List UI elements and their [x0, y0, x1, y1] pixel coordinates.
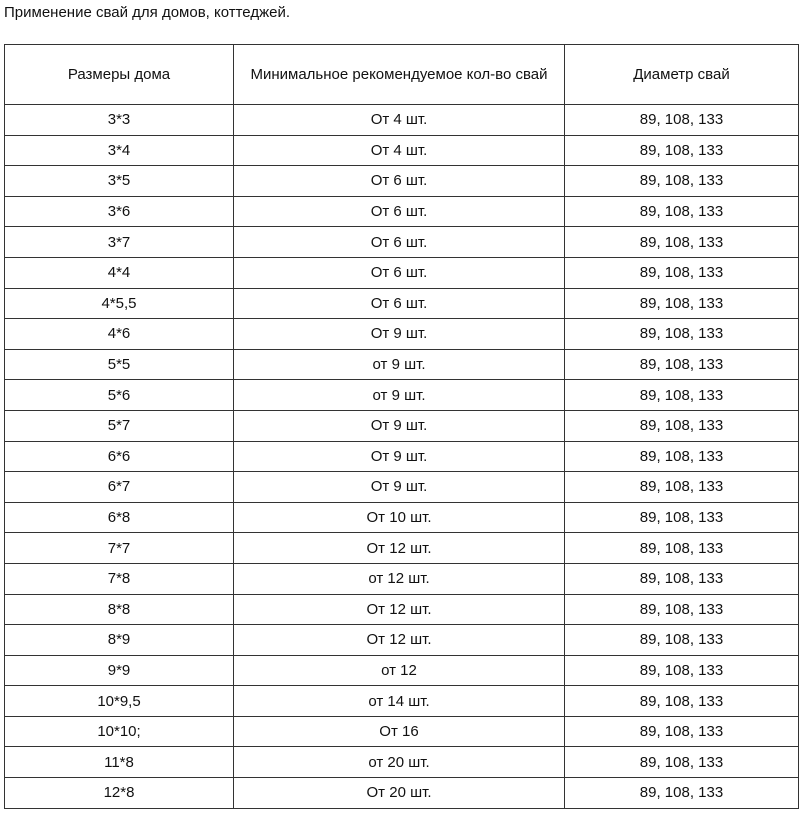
- table-row: [5, 349, 799, 380]
- cell-min-pile-count: От 6 шт.: [234, 166, 565, 197]
- cell-house-size: 4*4: [5, 257, 234, 288]
- cell-min-pile-count: От 6 шт.: [234, 227, 565, 258]
- cell-pile-diameter: 89, 108, 133: [565, 502, 799, 533]
- cell-pile-diameter: 89, 108, 133: [565, 319, 799, 350]
- table-row: [5, 533, 799, 564]
- table-row: [5, 747, 799, 778]
- cell-min-pile-count: От 9 шт.: [234, 410, 565, 441]
- cell-pile-diameter: 89, 108, 133: [565, 441, 799, 472]
- cell-house-size: 3*5: [5, 166, 234, 197]
- cell-pile-diameter: 89, 108, 133: [565, 288, 799, 319]
- cell-house-size: 4*6: [5, 319, 234, 350]
- cell-min-pile-count: От 9 шт.: [234, 319, 565, 350]
- cell-pile-diameter: 89, 108, 133: [565, 563, 799, 594]
- cell-min-pile-count: От 4 шт.: [234, 105, 565, 136]
- cell-min-pile-count: От 6 шт.: [234, 288, 565, 319]
- cell-min-pile-count: От 9 шт.: [234, 472, 565, 503]
- cell-pile-diameter: 89, 108, 133: [565, 747, 799, 778]
- table-row: [5, 227, 799, 258]
- table-row: [5, 166, 799, 197]
- table-row: [5, 257, 799, 288]
- table-row: [5, 196, 799, 227]
- cell-pile-diameter: 89, 108, 133: [565, 257, 799, 288]
- cell-house-size: 10*10;: [5, 716, 234, 747]
- cell-house-size: 3*7: [5, 227, 234, 258]
- cell-min-pile-count: От 6 шт.: [234, 257, 565, 288]
- piles-table: [4, 44, 799, 809]
- cell-house-size: 3*6: [5, 196, 234, 227]
- cell-house-size: 6*8: [5, 502, 234, 533]
- cell-pile-diameter: 89, 108, 133: [565, 655, 799, 686]
- table-row: [5, 105, 799, 136]
- cell-pile-diameter: 89, 108, 133: [565, 196, 799, 227]
- cell-house-size: 3*4: [5, 135, 234, 166]
- cell-min-pile-count: От 6 шт.: [234, 196, 565, 227]
- cell-pile-diameter: 89, 108, 133: [565, 380, 799, 411]
- cell-house-size: 5*6: [5, 380, 234, 411]
- cell-house-size: 9*9: [5, 655, 234, 686]
- cell-pile-diameter: 89, 108, 133: [565, 594, 799, 625]
- cell-min-pile-count: От 4 шт.: [234, 135, 565, 166]
- cell-house-size: 6*6: [5, 441, 234, 472]
- cell-pile-diameter: 89, 108, 133: [565, 686, 799, 717]
- table-row: [5, 472, 799, 503]
- cell-min-pile-count: От 12 шт.: [234, 625, 565, 656]
- cell-pile-diameter: 89, 108, 133: [565, 166, 799, 197]
- cell-min-pile-count: От 16: [234, 716, 565, 747]
- cell-house-size: 12*8: [5, 778, 234, 809]
- cell-house-size: 11*8: [5, 747, 234, 778]
- cell-min-pile-count: от 12: [234, 655, 565, 686]
- cell-pile-diameter: 89, 108, 133: [565, 105, 799, 136]
- cell-min-pile-count: от 12 шт.: [234, 563, 565, 594]
- table-row: [5, 502, 799, 533]
- table-header: [5, 45, 799, 105]
- header-row: [5, 45, 799, 105]
- cell-house-size: 6*7: [5, 472, 234, 503]
- table-row: [5, 319, 799, 350]
- cell-min-pile-count: От 20 шт.: [234, 778, 565, 809]
- table-row: [5, 716, 799, 747]
- table-row: [5, 594, 799, 625]
- cell-house-size: 8*9: [5, 625, 234, 656]
- cell-house-size: 7*8: [5, 563, 234, 594]
- table-body: [5, 105, 799, 809]
- table-row: [5, 288, 799, 319]
- cell-min-pile-count: от 20 шт.: [234, 747, 565, 778]
- table-row: [5, 655, 799, 686]
- table-row: [5, 778, 799, 809]
- table-row: [5, 686, 799, 717]
- cell-min-pile-count: От 9 шт.: [234, 441, 565, 472]
- cell-min-pile-count: От 12 шт.: [234, 594, 565, 625]
- cell-min-pile-count: От 12 шт.: [234, 533, 565, 564]
- table-row: [5, 625, 799, 656]
- cell-house-size: 10*9,5: [5, 686, 234, 717]
- cell-min-pile-count: От 10 шт.: [234, 502, 565, 533]
- cell-house-size: 3*3: [5, 105, 234, 136]
- cell-pile-diameter: 89, 108, 133: [565, 410, 799, 441]
- table-caption: Применение свай для домов, коттеджей.: [4, 4, 290, 21]
- cell-house-size: 7*7: [5, 533, 234, 564]
- cell-house-size: 5*5: [5, 349, 234, 380]
- table-row: [5, 380, 799, 411]
- header-min-pile-count: Минимальное рекомендуемое кол-во свай: [234, 45, 565, 105]
- cell-min-pile-count: от 14 шт.: [234, 686, 565, 717]
- header-pile-diameter: Диаметр свай: [565, 45, 799, 105]
- cell-min-pile-count: от 9 шт.: [234, 380, 565, 411]
- cell-house-size: 4*5,5: [5, 288, 234, 319]
- cell-pile-diameter: 89, 108, 133: [565, 135, 799, 166]
- cell-min-pile-count: от 9 шт.: [234, 349, 565, 380]
- header-house-size: Размеры дома: [5, 45, 234, 105]
- cell-pile-diameter: 89, 108, 133: [565, 533, 799, 564]
- table-row: [5, 410, 799, 441]
- table-row: [5, 441, 799, 472]
- cell-pile-diameter: 89, 108, 133: [565, 349, 799, 380]
- table-row: [5, 135, 799, 166]
- cell-pile-diameter: 89, 108, 133: [565, 472, 799, 503]
- cell-pile-diameter: 89, 108, 133: [565, 716, 799, 747]
- cell-pile-diameter: 89, 108, 133: [565, 625, 799, 656]
- cell-pile-diameter: 89, 108, 133: [565, 778, 799, 809]
- table-row: [5, 563, 799, 594]
- cell-house-size: 5*7: [5, 410, 234, 441]
- cell-house-size: 8*8: [5, 594, 234, 625]
- cell-pile-diameter: 89, 108, 133: [565, 227, 799, 258]
